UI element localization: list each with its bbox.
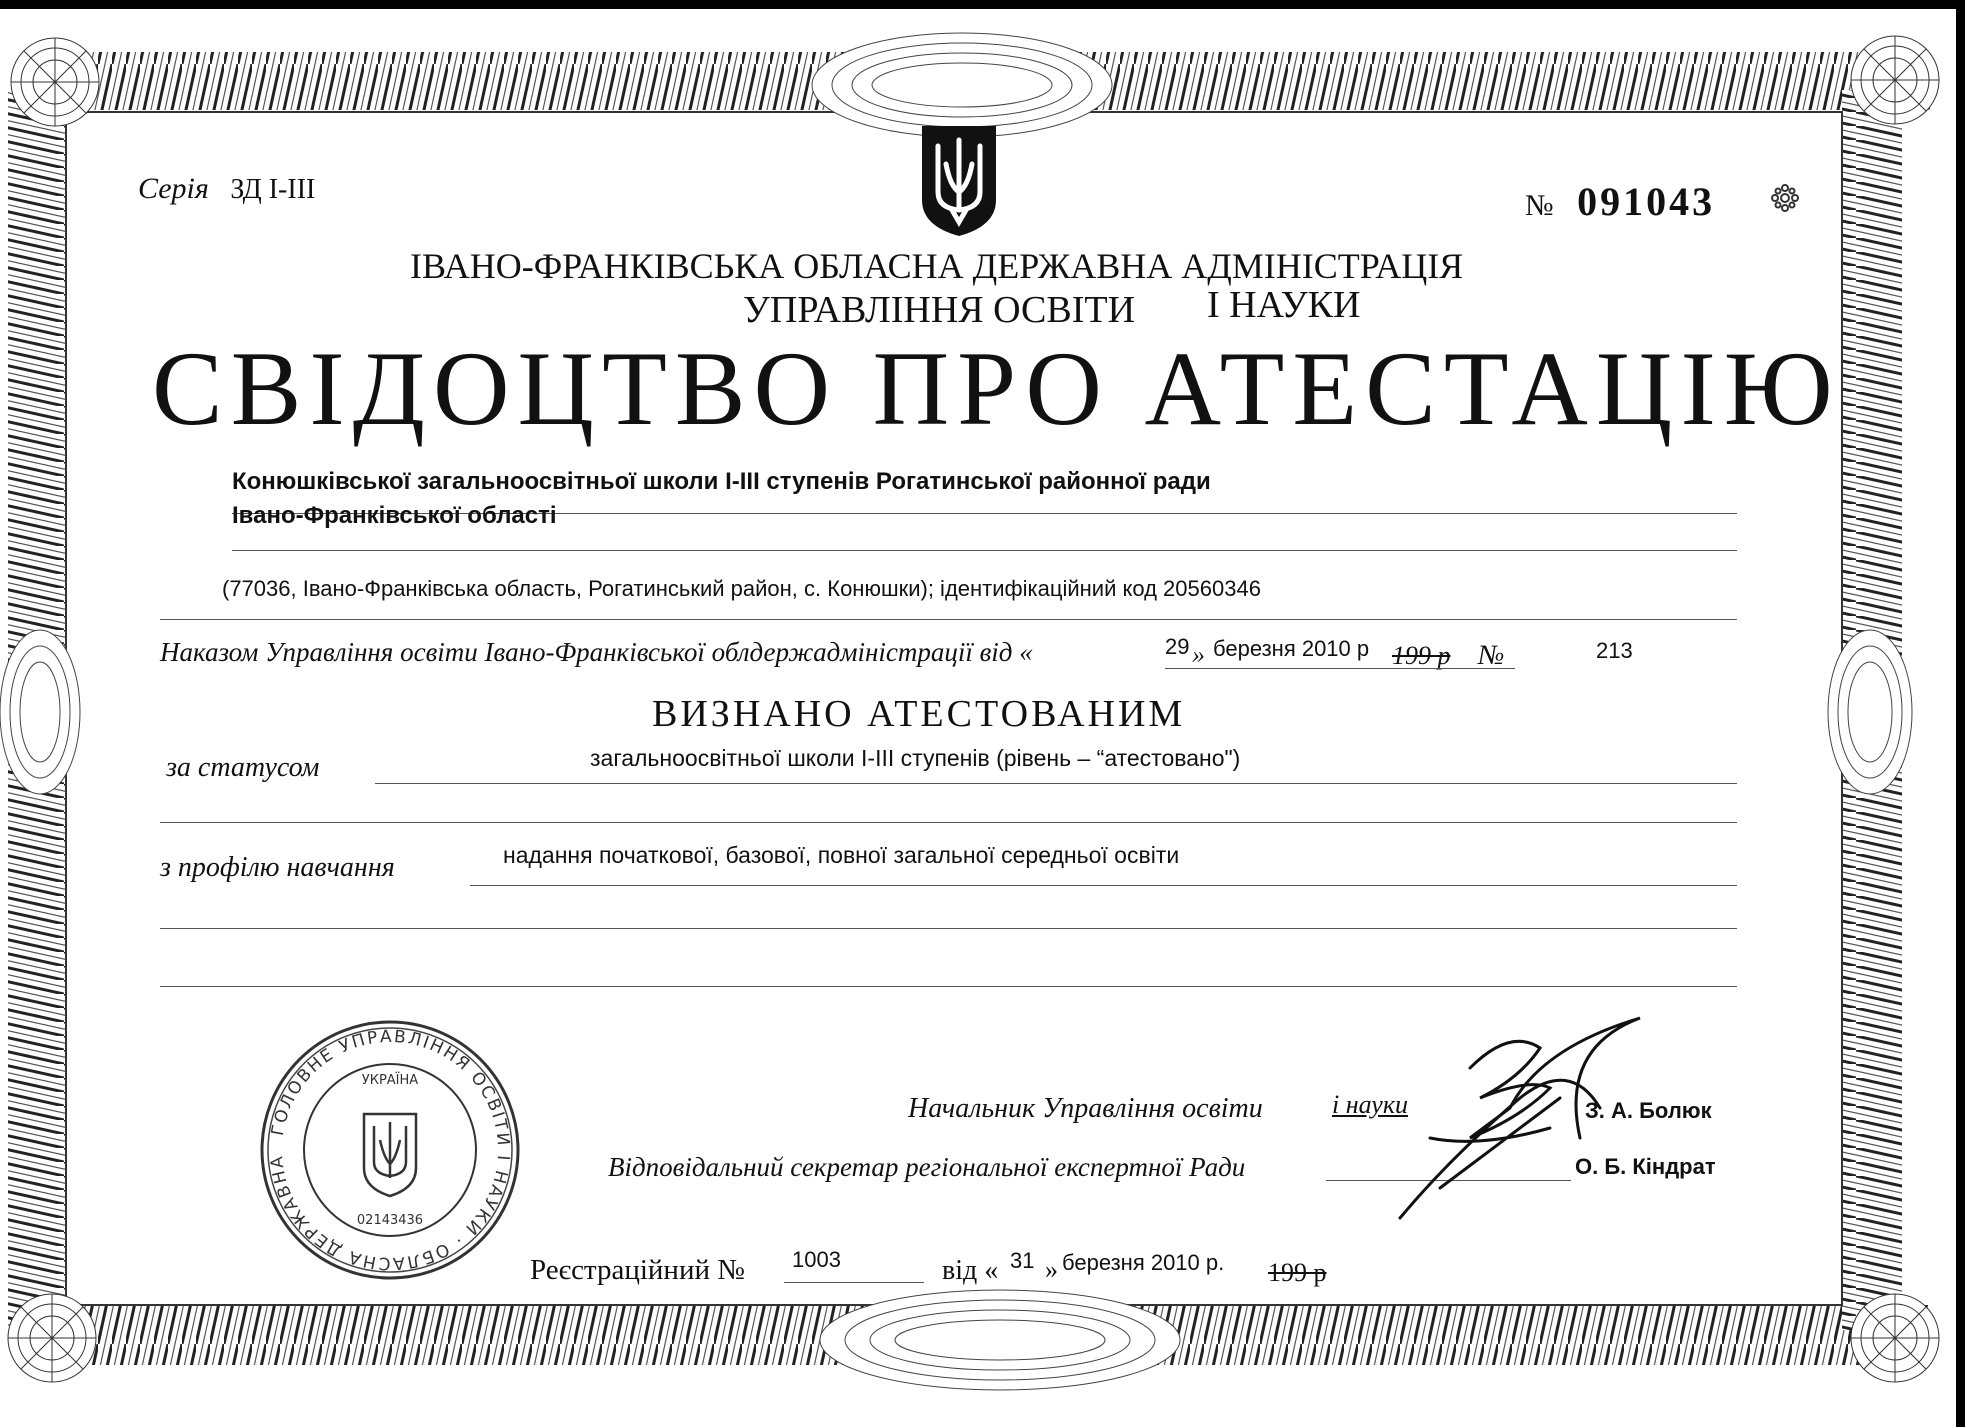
- secretary-name: О. Б. Кіндрат: [1575, 1154, 1716, 1179]
- registration-day: 31: [1010, 1248, 1035, 1273]
- order-no-value: 213: [1596, 638, 1633, 663]
- head-name: З. А. Болюк: [1585, 1098, 1712, 1123]
- profile-label: з профілю навчання: [160, 852, 395, 883]
- series-value: ЗД I-III: [230, 174, 316, 205]
- profile-rule-2: [160, 928, 1737, 929]
- school-line2: Івано-Франківської області: [232, 502, 557, 529]
- header-line1: ІВАНО-ФРАНКІВСЬКА ОБЛАСНА ДЕРЖАВНА АДМІНІСТРАЦІЯ: [410, 246, 1464, 286]
- recognized-heading: ВИЗНАНО АТЕСТОВАНИМ: [652, 693, 1186, 735]
- order-rule: [1165, 668, 1515, 669]
- header-line2a: УПРАВЛІННЯ ОСВІТИ: [743, 289, 1136, 331]
- address-rule: [160, 619, 1737, 620]
- status-rule-1: [375, 783, 1737, 784]
- school-line1: Конюшківської загальноосвітньої школи I-III ступенів Рогатинської районної ради: [232, 468, 1211, 495]
- series-label: Серія: [138, 172, 209, 205]
- order-line: [160, 637, 1033, 668]
- corner-rosette-bl: [8, 1294, 96, 1382]
- header-line2b: І НАУКИ: [1207, 284, 1361, 326]
- signature-mark: [1360, 988, 1660, 1228]
- order-day: 29: [1165, 634, 1190, 659]
- school-rule-2: [232, 550, 1737, 551]
- number-row: [1525, 178, 1715, 225]
- head-label: Начальник Управління освіти: [908, 1093, 1263, 1124]
- official-seal: [258, 1018, 522, 1287]
- profile-rule-1: [470, 885, 1737, 886]
- status-value: загальноосвітньої школи I-III ступенів (рівень – “атестовано"): [590, 745, 1241, 771]
- corner-rosette-br: [1851, 1294, 1939, 1382]
- seal-code: 02143436: [356, 1213, 424, 1228]
- order-prefix: Наказом Управління освіти Івано-Франківської облдержадміністрації від «: [160, 637, 1033, 667]
- registration-month-year: березня 2010 р.: [1062, 1250, 1225, 1275]
- order-close-quote: »: [1192, 640, 1205, 669]
- corner-rosette-tr: [1851, 36, 1939, 124]
- profile-rule-3: [160, 986, 1737, 987]
- order-struck-year: 199 р: [1392, 641, 1451, 670]
- secretary-label: Відповідальний секретар регіональної експертної Ради: [608, 1152, 1246, 1182]
- number-value: 091043: [1577, 179, 1716, 224]
- school-address: (77036, Івано-Франківська область, Рогатинський район, с. Конюшки); ідентифікаційний код 20560346: [222, 576, 1261, 601]
- tryzub-emblem-icon: [918, 122, 1000, 240]
- left-center-rosette: [0, 630, 80, 794]
- registration-no-rule: [784, 1282, 924, 1283]
- seal-outer-text: ГОЛОВНЕ УПРАВЛІННЯ ОСВІТИ І НАУКИ · ОБЛАСНА ДЕРЖАВНА: [266, 1026, 514, 1274]
- certificate-title: СВІДОЦТВО ПРО АТЕСТАЦІЮ: [152, 330, 1841, 447]
- seal-country: УКРАЇНА: [361, 1073, 419, 1088]
- registration-from: від «: [942, 1255, 999, 1286]
- series-row: [138, 172, 315, 206]
- number-label: №: [1525, 189, 1554, 222]
- registration-no: 1003: [792, 1247, 841, 1272]
- seal-tryzub-icon: [364, 1114, 416, 1196]
- status-rule-2: [160, 822, 1737, 823]
- order-no-label: №: [1478, 640, 1505, 671]
- registration-struck-year: 199 р: [1268, 1258, 1327, 1287]
- order-month-year: березня 2010 р: [1213, 636, 1370, 661]
- corner-rosette-tl: [11, 38, 99, 126]
- registration-close-quote: »: [1045, 1255, 1058, 1284]
- head-handwritten: і науки: [1332, 1090, 1408, 1119]
- status-label: за статусом: [166, 752, 320, 783]
- bottom-center-rosette: [820, 1290, 1180, 1390]
- profile-value: надання початкової, базової, повної загальної середньої освіти: [503, 842, 1180, 868]
- registration-label: Реєстраційний №: [530, 1254, 745, 1286]
- right-center-rosette: [1828, 630, 1912, 794]
